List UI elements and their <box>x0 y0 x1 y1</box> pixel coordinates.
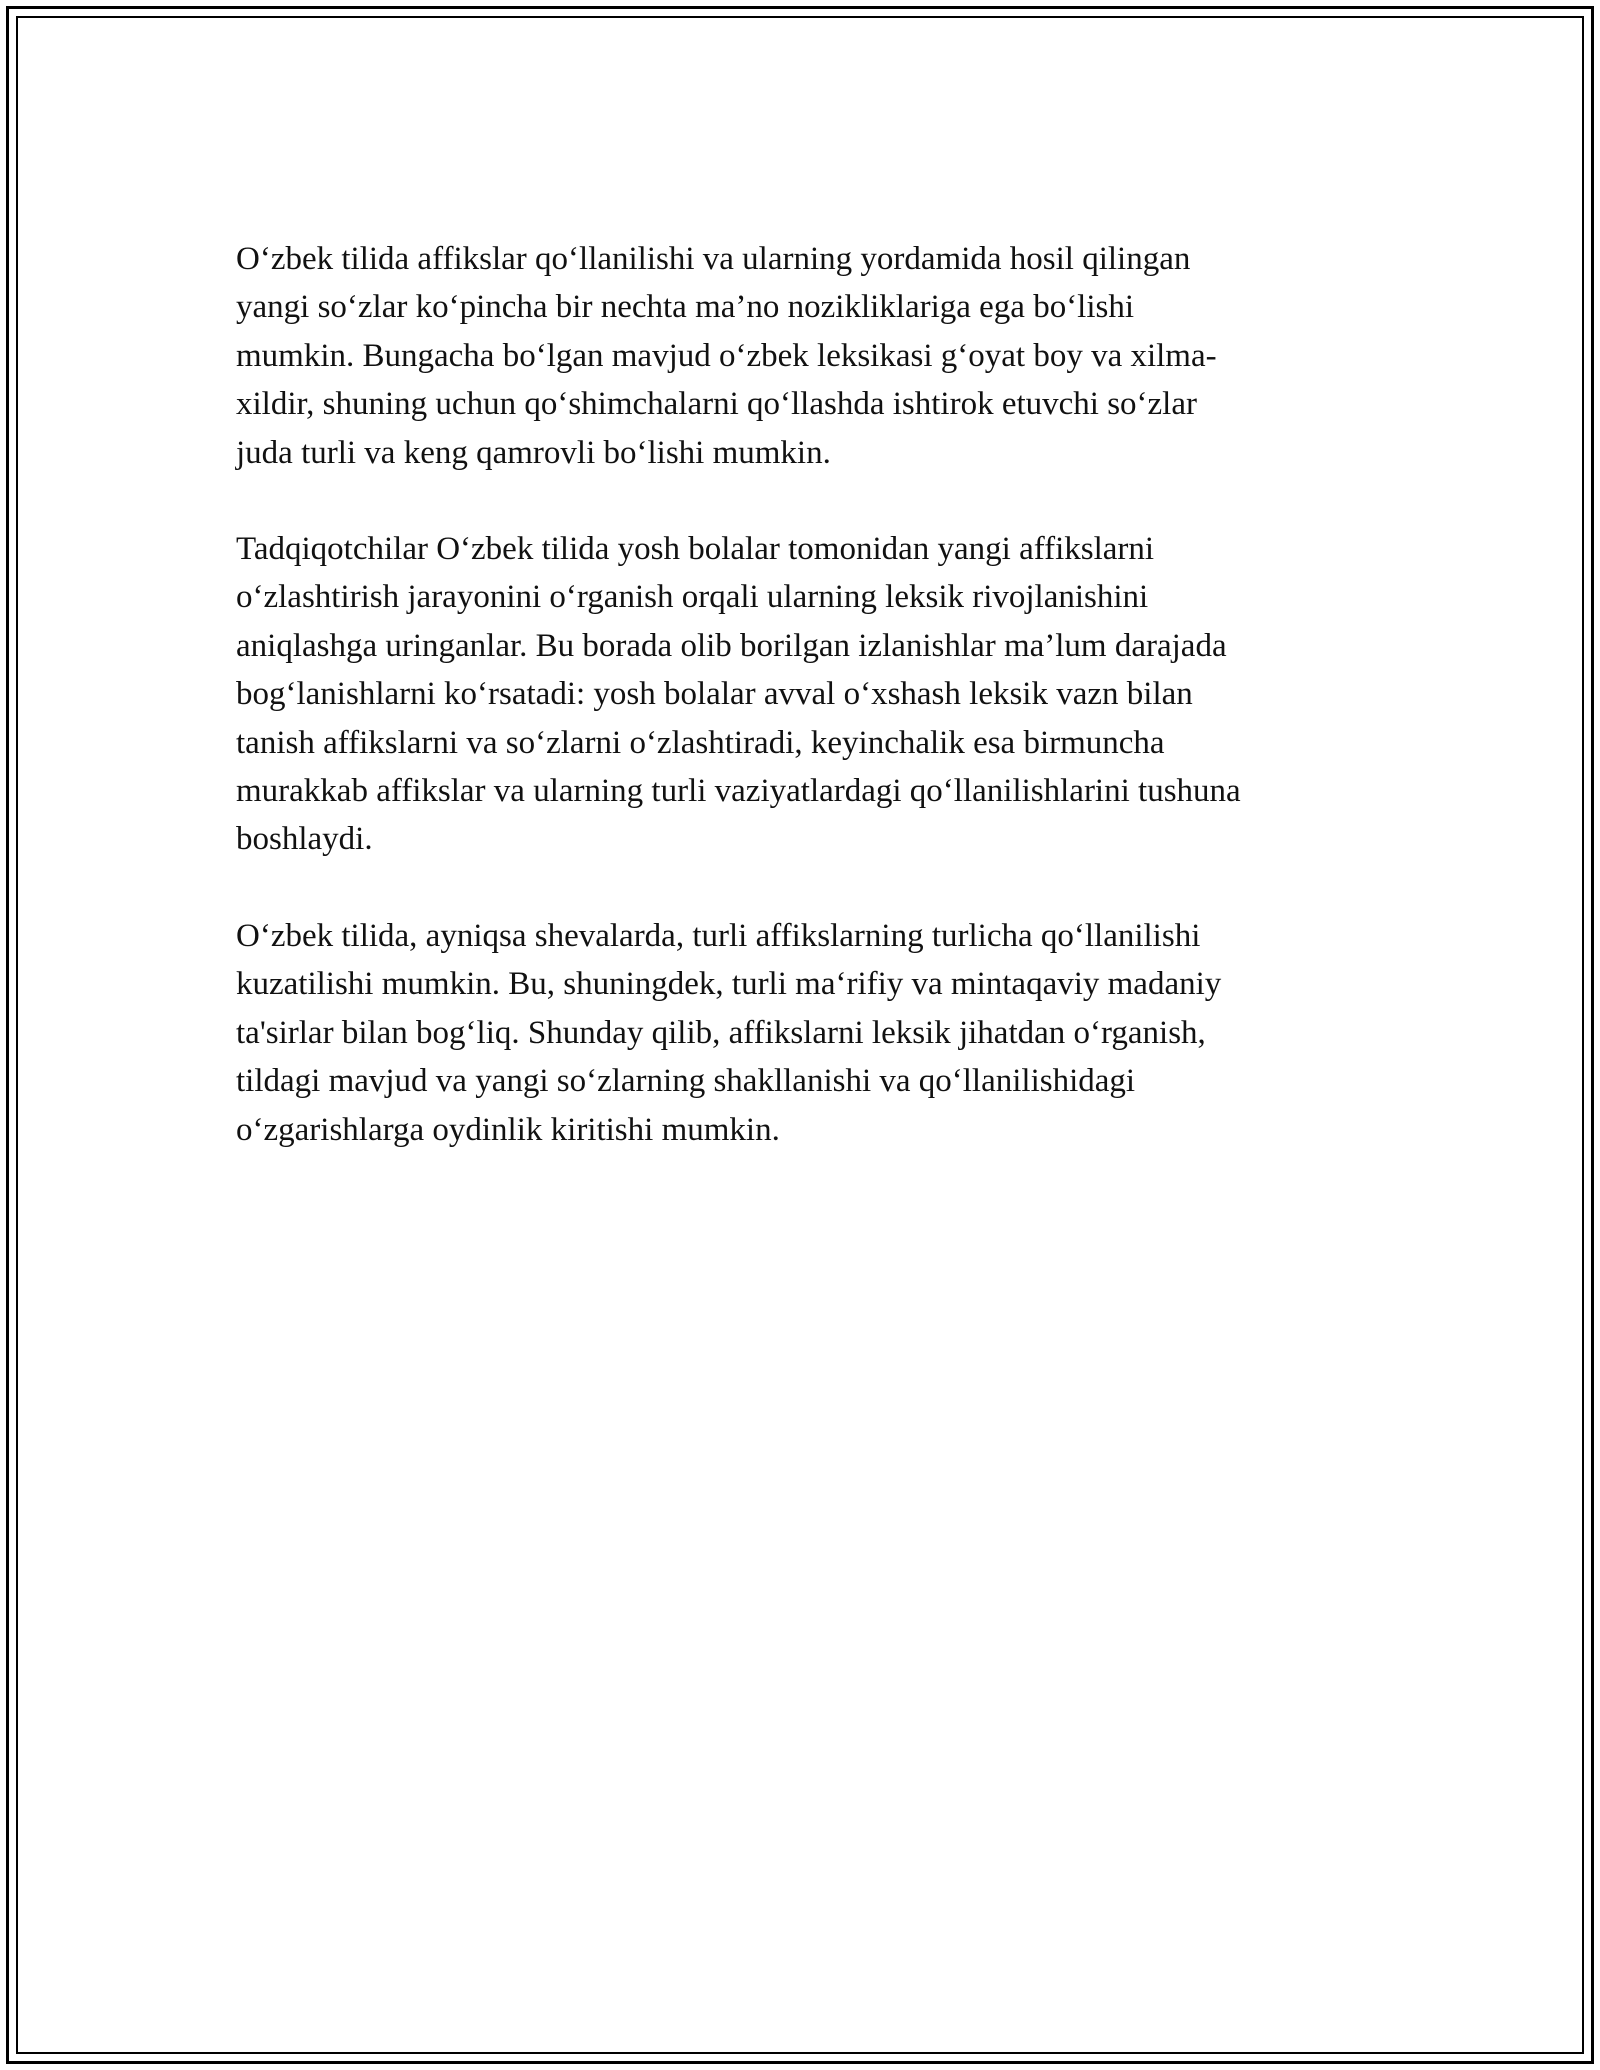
document-body <box>236 235 1366 1202</box>
paragraph-3: O‘zbek tilida, ayniqsa shevalarda, turli affikslarning turlicha qo‘llanilishi kuzatilishi mumkin. Bu, shuningdek, turli ma‘rifiy va mintaqaviy madaniy ta'sirlar bilan bog‘liq. Shunday qilib, affikslarni leksik jihatdan o‘rganish, tildagi mavjud va yangi so‘zlarning shakllanishi va qo‘llanilishidagi o‘zgarishlarga oydinlik kiritishi mumkin. <box>236 917 1222 1148</box>
paragraph-1: O‘zbek tilida affikslar qo‘llanilishi va ularning yordamida hosil qilingan yangi so‘zlar ko‘pincha bir nechta ma’no nozikliklariga ega bo‘lishi mumkin. Bungacha bo‘lgan mavjud o‘zbek leksikasi g‘oyat boy va xilma- xildir, shuning uchun qo‘shimchalarni qo‘llashda ishtirok etuvchi so‘zlar juda turli va keng qamrovli bo‘lishi mumkin. <box>236 241 1217 471</box>
paragraph-2: Tadqiqotchilar O‘zbek tilida yosh bolalar tomonidan yangi affikslarni o‘zlashtirish jarayonini o‘rganish orqali ularning leksik rivojlanishini aniqlashga uringanlar. Bu borada olib borilgan izlanishlar ma’lum darajada bog‘lanishlarni ko‘rsatadi: yosh bolalar avval o‘xshash leksik vazn bilan tanish affikslarni va so‘zlarni o‘zlashtiradi, keyinchalik esa birmuncha murakkab affikslar va ularning turli vaziyatlardagi qo‘llanilishlarini tushuna boshlaydi. <box>236 531 1241 858</box>
